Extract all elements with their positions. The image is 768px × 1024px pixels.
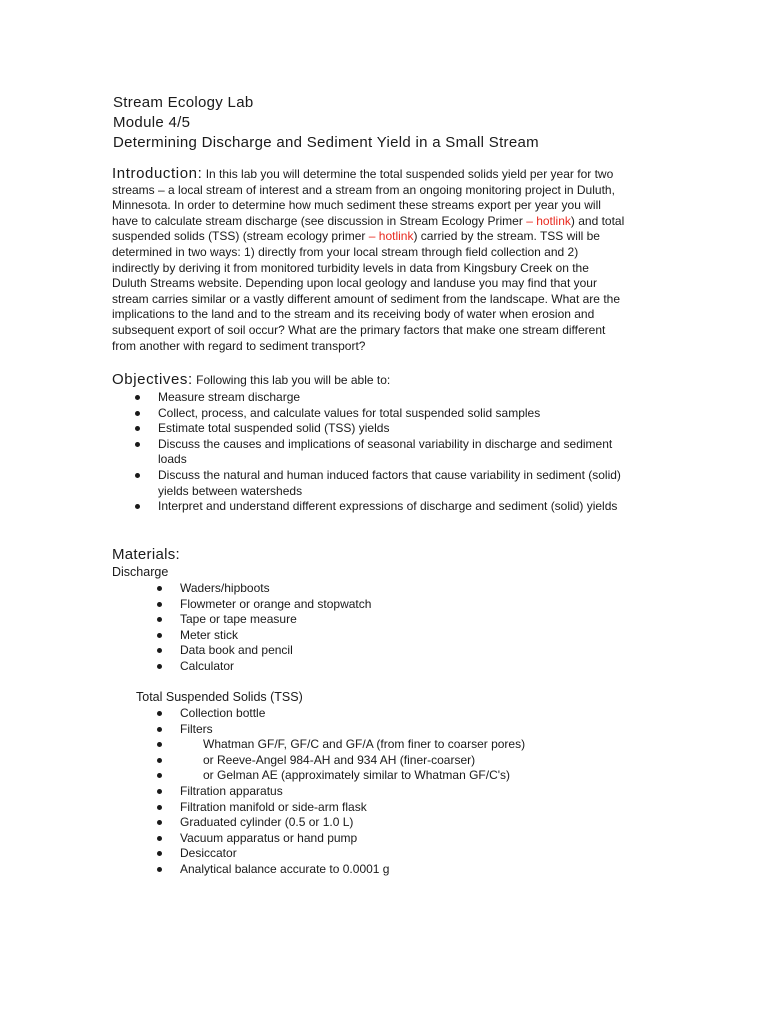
discharge-list: [180, 581, 371, 675]
list-item: Vacuum apparatus or hand pump: [180, 831, 525, 847]
tss-label: Total Suspended Solids (TSS): [136, 690, 303, 704]
module-label: Module 4/5: [113, 114, 191, 131]
list-item: Filtration apparatus: [180, 784, 525, 800]
list-item: Waders/hipboots: [180, 581, 371, 597]
list-item: Meter stick: [180, 628, 371, 644]
bullet-icon: [157, 758, 162, 763]
list-item: Interpret and understand different expressions of discharge and sediment (solid) yields: [158, 499, 621, 515]
intro-line: from another with regard to sediment transport?: [112, 338, 366, 353]
lab-title: Stream Ecology Lab: [113, 94, 254, 111]
bullet-icon: [135, 395, 140, 400]
list-item: or Gelman AE (approximately similar to Whatman GF/C's): [180, 768, 525, 784]
bullet-icon: [157, 602, 162, 607]
bullet-icon: [157, 633, 162, 638]
tss-list: [180, 706, 525, 878]
intro-line: stream carries similar or a vastly different amount of sediment from the landscape. What are the: [112, 291, 620, 306]
bullet-icon: [157, 867, 162, 872]
bullet-icon: [157, 711, 162, 716]
bullet-icon: [135, 473, 140, 478]
bullet-icon: [135, 411, 140, 416]
intro-line: have to calculate stream discharge (see discussion in Stream Ecology Primer: [112, 213, 527, 228]
list-item: Filtration manifold or side-arm flask: [180, 800, 525, 816]
list-item: Flowmeter or orange and stopwatch: [180, 597, 371, 613]
objectives-lead: [112, 372, 660, 389]
bullet-icon: [157, 648, 162, 653]
list-item: Collection bottle: [180, 706, 525, 722]
introduction-heading: Introduction:: [112, 165, 203, 182]
bullet-icon: [157, 805, 162, 810]
bullet-icon: [157, 617, 162, 622]
list-item: Whatman GF/F, GF/C and GF/A (from finer to coarser pores): [180, 737, 525, 753]
list-item: Data book and pencil: [180, 643, 371, 659]
list-item: Discuss the causes and implications of seasonal variability in discharge and sediment loads: [158, 437, 621, 468]
intro-line: determined in two ways: 1) directly from your local stream through field collection and 2): [112, 244, 579, 259]
list-item: Measure stream discharge: [158, 390, 621, 406]
bullet-icon: [157, 586, 162, 591]
list-item: Desiccator: [180, 846, 525, 862]
list-item: or Reeve-Angel 984-AH and 934 AH (finer-coarser): [180, 753, 525, 769]
list-item: Filters: [180, 722, 525, 738]
bullet-icon: [157, 742, 162, 747]
list-item: Calculator: [180, 659, 371, 675]
bullet-icon: [135, 442, 140, 447]
intro-line: streams – a local stream of interest and a stream from an ongoing monitoring project in Duluth,: [112, 182, 615, 197]
bullet-icon: [135, 426, 140, 431]
intro-line: In this lab you will determine the total suspended solids yield per year for two: [202, 167, 614, 181]
hotlink-link[interactable]: – hotlink: [526, 213, 571, 228]
intro-line: Duluth Streams website. Depending upon local geology and landuse you may find that your: [112, 276, 597, 291]
introduction-paragraph: [112, 166, 660, 354]
discharge-label: Discharge: [112, 565, 169, 579]
objectives-lead-text: Following this lab you will be able to:: [192, 373, 391, 387]
bullet-icon: [157, 789, 162, 794]
objectives-list: [158, 390, 621, 515]
list-item: Tape or tape measure: [180, 612, 371, 628]
bullet-icon: [157, 727, 162, 732]
hotlink-link[interactable]: – hotlink: [368, 229, 414, 244]
intro-line: subsequent export of soil occur? What are the primary factors that make one stream different: [112, 322, 606, 337]
list-item: Analytical balance accurate to 0.0001 g: [180, 862, 525, 878]
bullet-icon: [157, 820, 162, 825]
list-item: Discuss the natural and human induced factors that cause variability in sediment (solid) yields between watersheds: [158, 468, 621, 499]
bullet-icon: [157, 851, 162, 856]
intro-line: implications to the land and to the stream and its receiving body of water when erosion and: [112, 307, 595, 322]
intro-line: Minnesota. In order to determine how much sediment these streams export per year you will: [112, 198, 601, 213]
materials-heading: Materials:: [112, 546, 181, 563]
intro-line-tail: ) carried by the stream. TSS will be: [413, 229, 600, 244]
objectives-heading: Objectives:: [112, 371, 193, 388]
bullet-icon: [157, 836, 162, 841]
intro-line-tail: ) and total: [570, 213, 625, 228]
list-item: Collect, process, and calculate values for total suspended solid samples: [158, 406, 621, 422]
intro-line: suspended solids (TSS) (stream ecology primer: [112, 229, 369, 244]
list-item: Estimate total suspended solid (TSS) yields: [158, 421, 621, 437]
bullet-icon: [157, 664, 162, 669]
intro-line: indirectly by deriving it from monitored turbidity levels in data from Kingsbury Creek on the: [112, 260, 589, 275]
list-item: Graduated cylinder (0.5 or 1.0 L): [180, 815, 525, 831]
bullet-icon: [135, 504, 140, 509]
bullet-icon: [157, 773, 162, 778]
document-title: Determining Discharge and Sediment Yield in a Small Stream: [113, 134, 539, 151]
